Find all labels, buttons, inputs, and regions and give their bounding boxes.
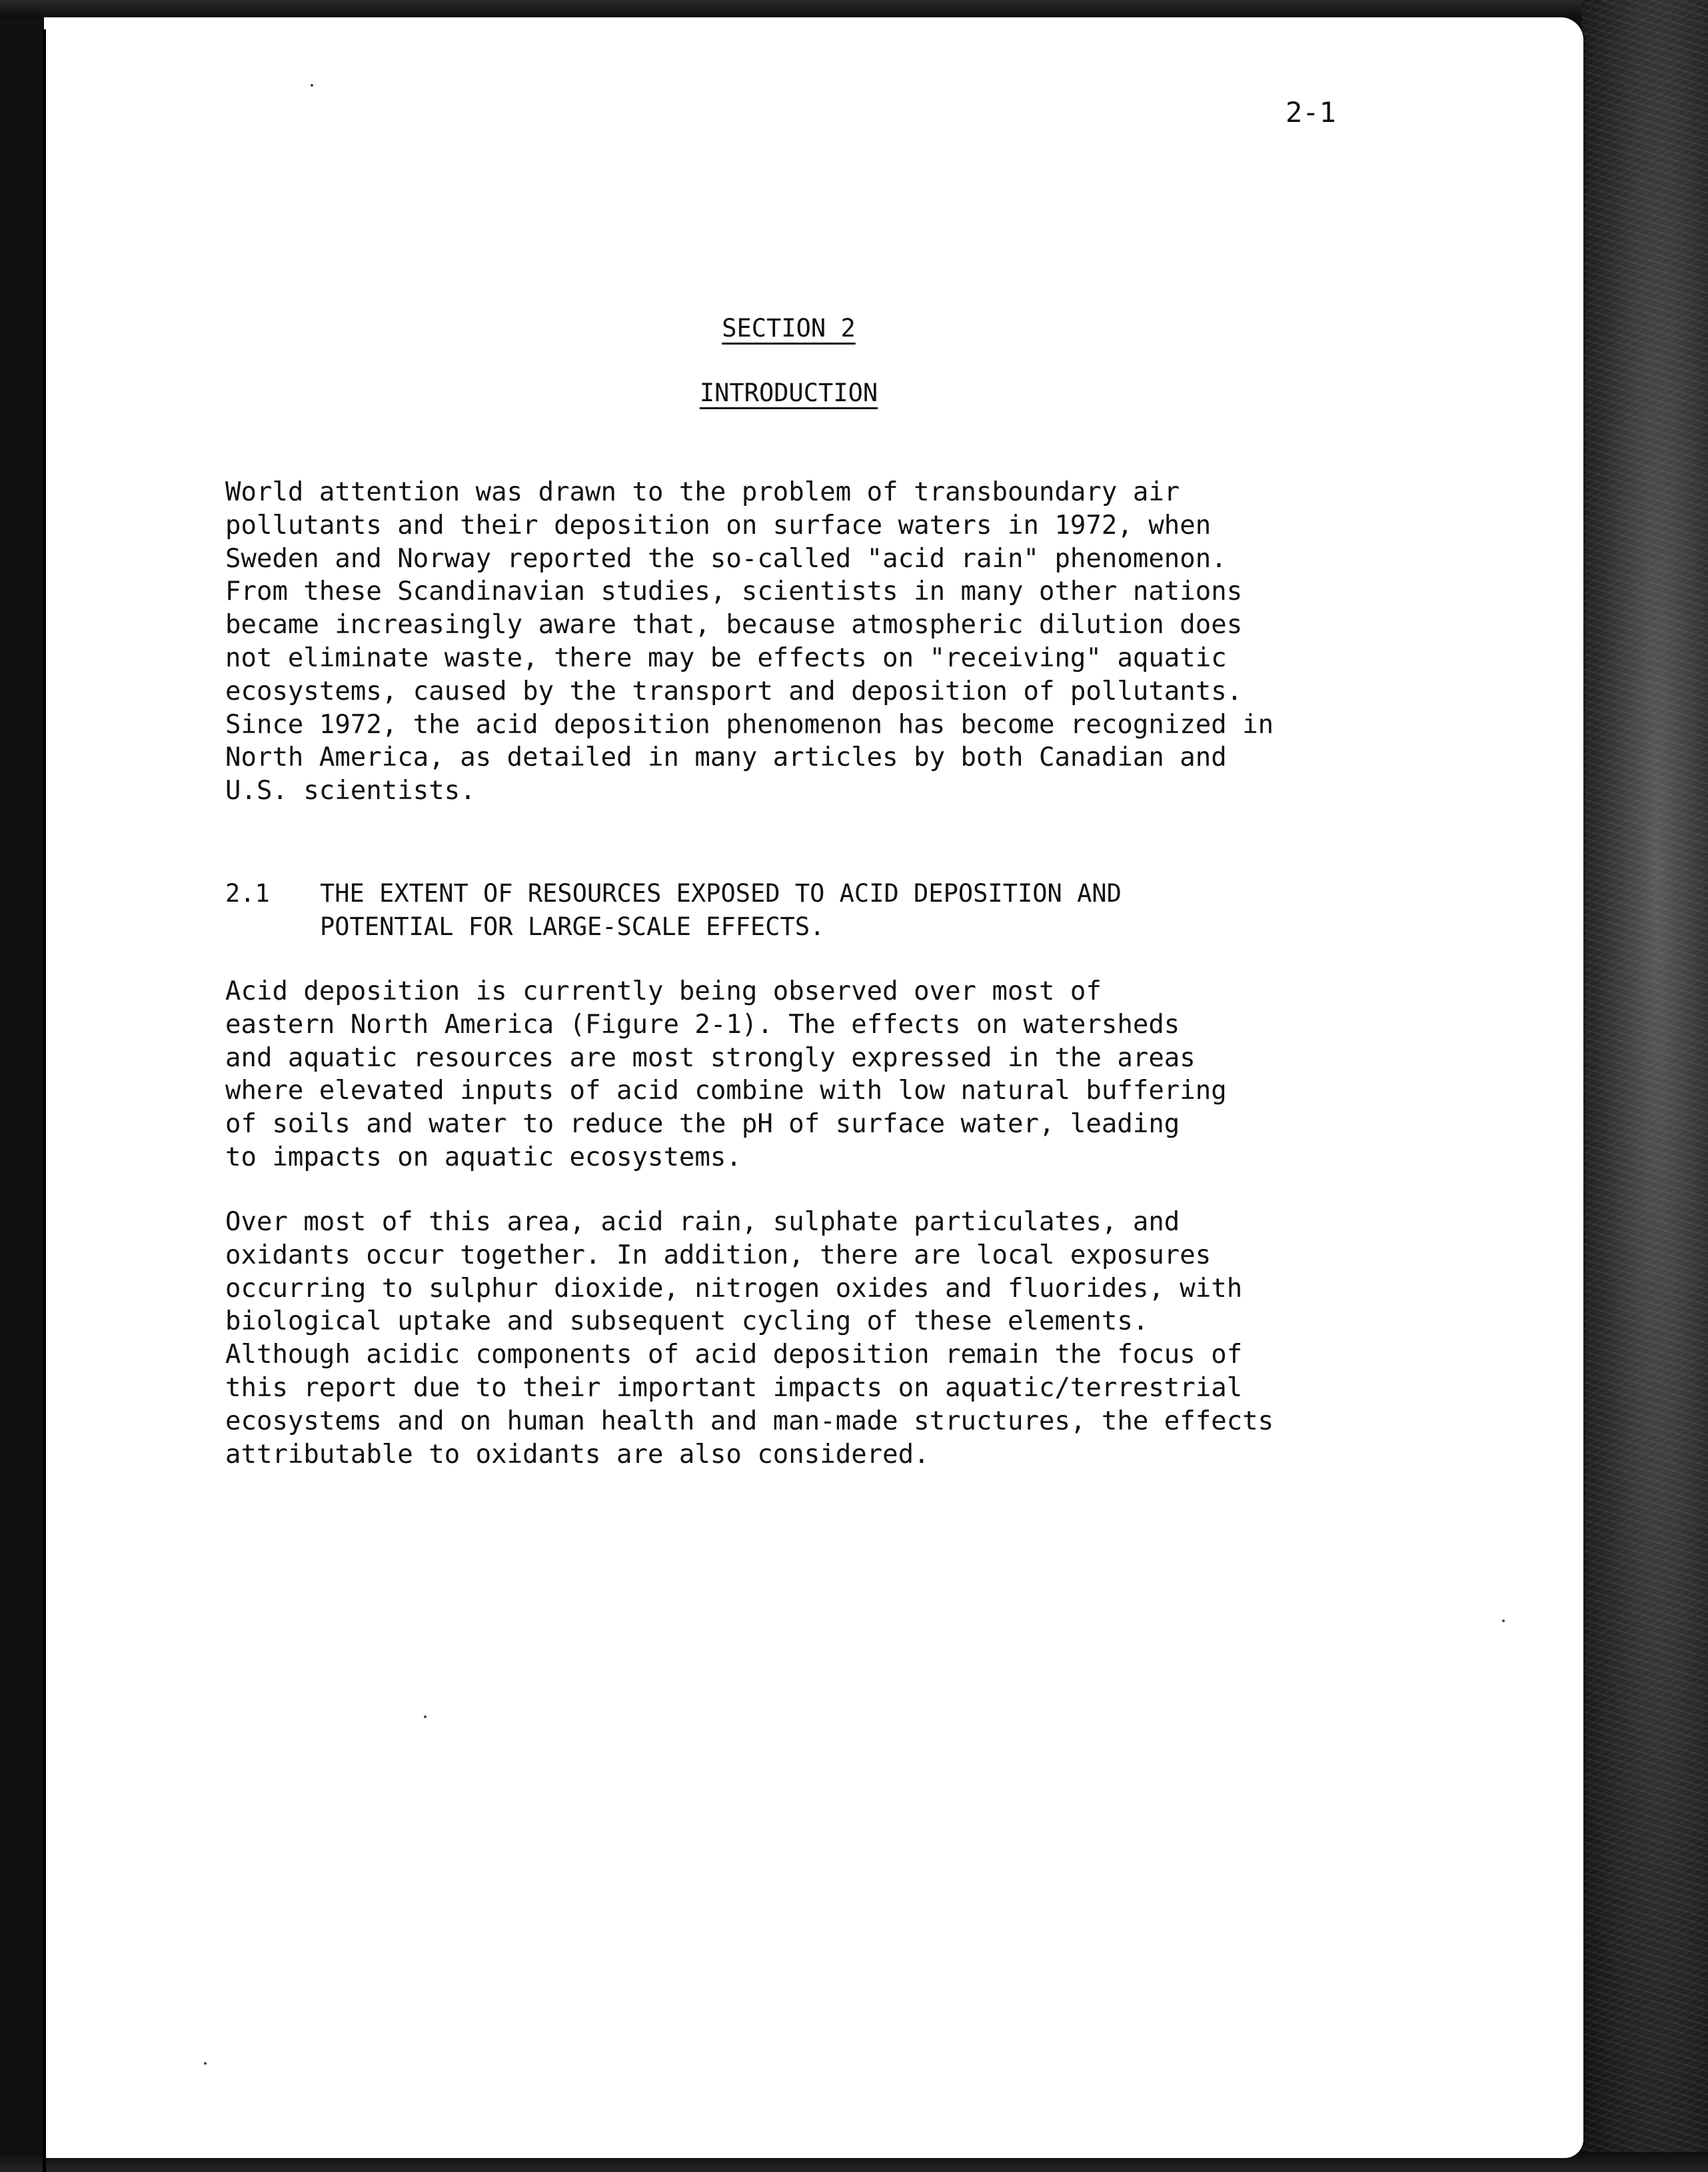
scan-top-edge <box>0 0 1708 19</box>
subsection-heading <box>225 877 1122 944</box>
scan-speck <box>204 2062 207 2065</box>
body-paragraph: Acid deposition is currently being observed over most of eastern North America (Figure 2-1). The effects on watersheds and aquatic resources are most strongly expressed in the areas where elevated inputs of acid combine with low natural buffering of soils and water to reduce the pH of surface water, leading to impacts on aquatic ecosystems. <box>225 976 1227 1172</box>
scan-speck <box>424 1715 427 1718</box>
section-title-text: INTRODUCTION <box>699 379 878 407</box>
intro-paragraph: World attention was drawn to the problem of transboundary air pollutants and their deposition on surface waters in 1972, when Sweden and Norway reported the so-called "acid rain" phenomenon. From these Scandinavian studies, scientists in many other nations became increasingly aware that, because atmospheric dilution does not eliminate waste, there may be effects on "receiving" aquatic ecosystems, caused by the transport and deposition of pollutants. Since 1972, the acid deposition phenomenon has become recognized in North America, as detailed in many articles by both Canadian and U.S. scientists. <box>225 477 1274 806</box>
page-number: 2-1 <box>1285 96 1336 129</box>
scan-right-edge <box>1581 0 1708 2172</box>
paper-page <box>44 17 1583 2158</box>
subsection-number: 2.1 <box>225 879 270 908</box>
section-title <box>44 377 1533 409</box>
scan-left-rule <box>43 29 46 2172</box>
body-paragraph: Over most of this area, acid rain, sulphate particulates, and oxidants occur together. In addition, there are local exposures occurring to sulphur dioxide, nitrogen oxides and fluorides, with biological uptake and subsequent cycling of these elements. Although acidic components of acid deposition remain the focus of this report due to their important impacts on aquatic/terrestrial ecosystems and on human health and man-made structures, the effects attributable to oxidants are also considered. <box>225 1207 1274 1470</box>
subsection-title: THE EXTENT OF RESOURCES EXPOSED TO ACID DEPOSITION AND POTENTIAL FOR LARGE-SCALE EFFECTS. <box>320 879 1122 941</box>
section-label <box>44 313 1533 345</box>
scan-speck <box>1502 1620 1505 1622</box>
section-label-text: SECTION 2 <box>722 314 856 343</box>
scan-speck <box>311 84 313 87</box>
